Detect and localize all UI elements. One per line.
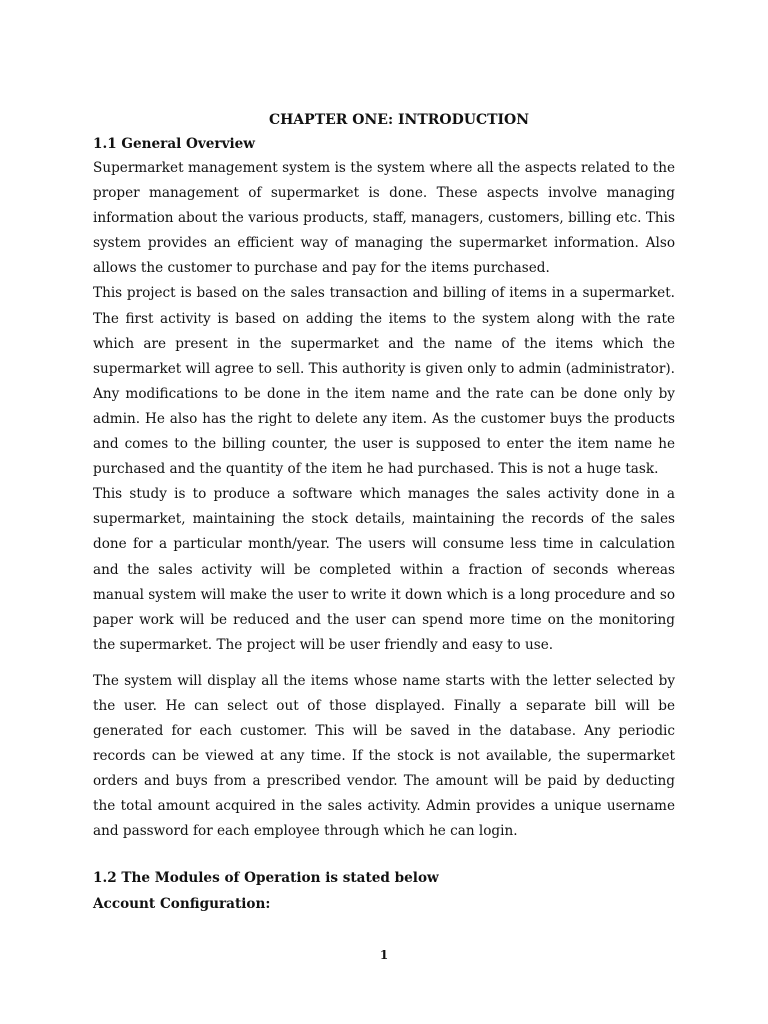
chapter-title: CHAPTER ONE: INTRODUCTION — [268, 112, 530, 128]
paragraph-project-basis: This project is based on the sales transaction and billing of items in a supermarket. The first activity is based on adding the items to the system along with the rate which are present in the supermarket and the name of the items which the supermarket will agree to sell. This authority is given only to admin (administrator). Any modifications to be done in the item name and the rate can be done only by admin. He also has the right to delete any item. As the customer buys the products and comes to the billing counter, the user is supposed to enter the item name he purchased and the quantity of the item he had purchased. This is not a huge task. — [93, 285, 675, 478]
page-number: 1 — [379, 948, 389, 962]
paragraph-overview: Supermarket management system is the system where all the aspects related to the proper management of supermarket is done. These aspects involve managing information about the various products, staff, managers, customers, billing etc. This system provides an efficient way of managing the supermarket information. Also allows the customer to purchase and pay for the items purchased. — [93, 160, 675, 277]
section-heading-general-overview: 1.1 General Overview — [93, 136, 256, 152]
subheading-account-configuration: Account Configuration: — [93, 895, 271, 912]
paragraph-study-purpose: This study is to produce a software which manages the sales activity done in a supermarket, maintaining the stock details, maintaining the records of the sales done for a particular month/year. The users will consume less time in calculation and the sales activity will be completed within a fraction of seconds whereas manual system will make the user to write it down which is a long procedure and so paper work will be reduced and the user can spend more time on the monitoring the supermarket. The project will be user friendly and easy to use. — [93, 486, 675, 653]
paragraph-system-display: The system will display all the items whose name starts with the letter selected by the user. He can select out of those displayed. Finally a separate bill will be generated for each customer. This will be saved in the database. Any periodic records can be viewed at any time. If the stock is not available, the supermarket orders and buys from a prescribed vendor. The amount will be paid by deducting the total amount acquired in the sales activity. Admin provides a unique username and password for each employee through which he can login. — [93, 672, 675, 840]
section-heading-modules: 1.2 The Modules of Operation is stated below — [93, 869, 439, 886]
